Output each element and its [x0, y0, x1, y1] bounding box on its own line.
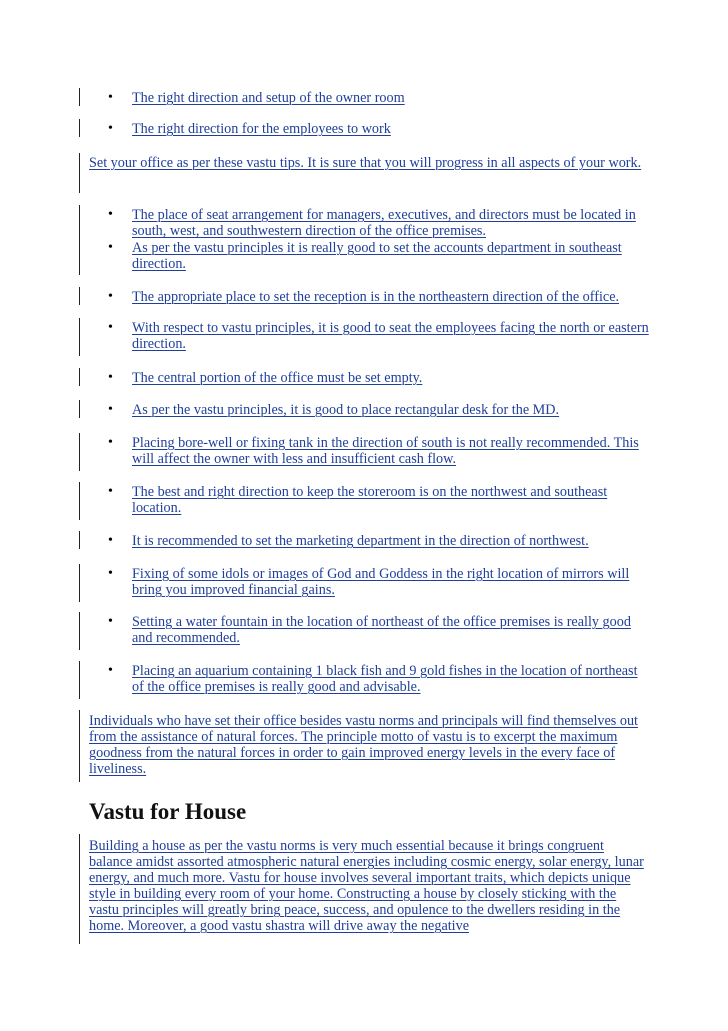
paragraph[interactable] — [89, 838, 649, 934]
bullet-marker: • — [108, 663, 113, 678]
list-item[interactable] — [132, 90, 652, 106]
bullet-marker: • — [108, 402, 113, 417]
change-bar — [79, 205, 80, 275]
list-item-link[interactable]: The appropriate place to set the reception is in the northeastern direction of the office. — [132, 289, 620, 305]
list-item[interactable] — [132, 614, 652, 646]
change-bar — [79, 564, 80, 602]
change-bar — [79, 88, 80, 106]
bullet-marker: • — [108, 240, 113, 255]
list-item[interactable] — [132, 207, 652, 239]
list-item[interactable] — [132, 533, 652, 549]
list-item[interactable] — [132, 484, 652, 516]
change-bar — [79, 318, 80, 356]
list-item[interactable] — [132, 566, 652, 598]
bullet-marker: • — [108, 370, 113, 385]
change-bar — [79, 612, 80, 650]
change-bar — [79, 710, 80, 782]
list-item-link[interactable]: It is recommended to set the marketing department in the direction of northwest. — [132, 533, 589, 549]
change-bar — [79, 661, 80, 699]
bullet-marker: • — [108, 320, 113, 335]
list-item-link[interactable]: As per the vastu principles, it is good to place rectangular desk for the MD. — [132, 402, 560, 418]
paragraph-link[interactable]: Set your office as per these vastu tips. It is sure that you will progress in all aspects of your work. — [89, 155, 642, 171]
change-bar — [79, 531, 80, 549]
bullet-marker: • — [108, 90, 113, 105]
list-item[interactable] — [132, 240, 652, 272]
change-bar — [79, 368, 80, 386]
bullet-marker: • — [108, 435, 113, 450]
change-bar — [79, 400, 80, 418]
list-item-link[interactable]: Placing bore-well or fixing tank in the direction of south is not really recommended. This will affect the owner with less and insufficient cash flow. — [132, 435, 639, 467]
list-item[interactable] — [132, 663, 652, 695]
section-heading: Vastu for House — [89, 799, 247, 824]
list-item-link[interactable]: The place of seat arrangement for managers, executives, and directors must be located in south, west, and southwestern direction of the office premises. — [132, 207, 636, 239]
list-item-link[interactable]: The right direction and setup of the owner room — [132, 90, 405, 106]
list-item-link[interactable]: Fixing of some idols or images of God and Goddess in the right location of mirrors will bring you improved financial gains. — [132, 566, 630, 598]
list-item-link[interactable]: The central portion of the office must be set empty. — [132, 370, 423, 386]
change-bar — [79, 287, 80, 305]
bullet-marker: • — [108, 121, 113, 136]
change-bar — [79, 433, 80, 471]
list-item[interactable] — [132, 435, 652, 467]
list-item[interactable] — [132, 370, 652, 386]
change-bar — [79, 834, 80, 944]
change-bar — [79, 153, 80, 193]
paragraph-link[interactable]: Individuals who have set their office besides vastu norms and principals will find themselves out from the assistance of natural forces. The principle motto of vastu is to excerpt the maximum goodness from the natural forces in order to gain improved energy levels in the every face of liveliness. — [89, 713, 638, 777]
list-item-link[interactable]: As per the vastu principles it is really good to set the accounts department in southeast direction. — [132, 240, 622, 272]
list-item-link[interactable]: Setting a water fountain in the location of northeast of the office premises is really good and recommended. — [132, 614, 631, 646]
paragraph-link[interactable]: Building a house as per the vastu norms is very much essential because it brings congruent balance amidst assorted atmospheric natural energies including cosmic energy, solar energy, lunar energy, and much more. Vastu for house involves several important traits, which depicts unique style in building every room of your home. Constructing a house by closely sticking with the vastu principles will greatly bring peace, success, and opulence to the dwellers residing in the home. Moreover, a good vastu shastra will drive away the negative — [89, 838, 644, 934]
list-item[interactable] — [132, 320, 652, 352]
change-bar — [79, 482, 80, 520]
list-item-link[interactable]: The right direction for the employees to work — [132, 121, 391, 137]
list-item[interactable] — [132, 289, 652, 305]
change-bar — [79, 119, 80, 137]
list-item-link[interactable]: The best and right direction to keep the storeroom is on the northwest and southeast location. — [132, 484, 608, 516]
bullet-marker: • — [108, 566, 113, 581]
list-item-link[interactable]: With respect to vastu principles, it is good to seat the employees facing the north or eastern direction. — [132, 320, 649, 352]
paragraph[interactable] — [89, 713, 649, 777]
paragraph[interactable] — [89, 155, 649, 171]
list-item[interactable] — [132, 402, 652, 418]
list-item[interactable] — [132, 121, 652, 137]
bullet-marker: • — [108, 289, 113, 304]
bullet-marker: • — [108, 207, 113, 222]
bullet-marker: • — [108, 614, 113, 629]
bullet-marker: • — [108, 484, 113, 499]
bullet-marker: • — [108, 533, 113, 548]
list-item-link[interactable]: Placing an aquarium containing 1 black fish and 9 gold fishes in the location of northeast of the office premises is really good and advisable. — [132, 663, 638, 695]
